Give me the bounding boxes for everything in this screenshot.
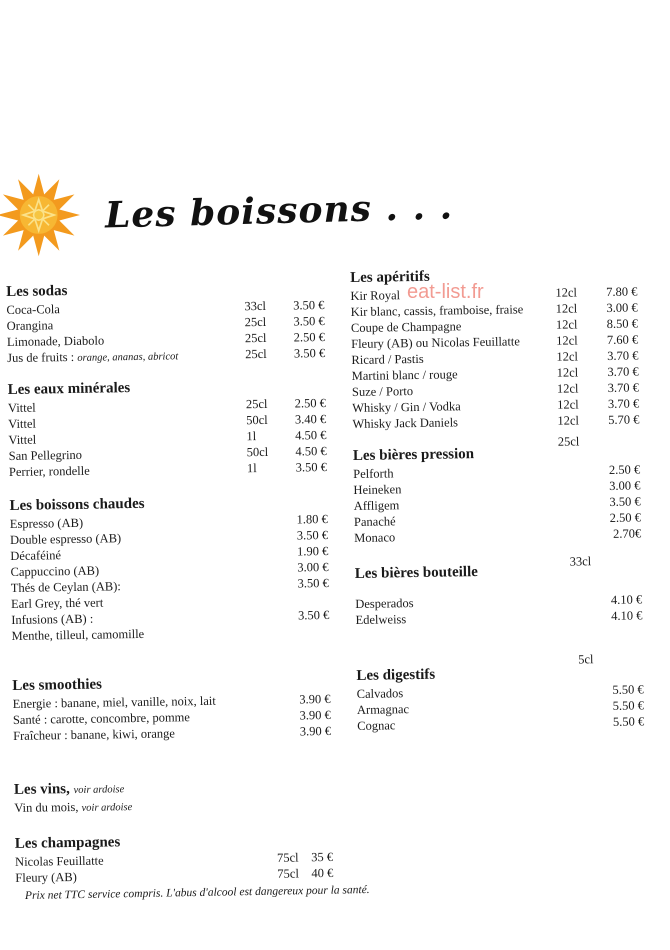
item-price: 3.70 €: [607, 364, 639, 379]
item-name: Coca-Cola: [6, 302, 61, 317]
item-qty: 75cl: [277, 866, 299, 881]
item-price: 3.70 €: [607, 396, 640, 411]
item-price: 3.50 €: [295, 459, 328, 475]
section-bieres-pression: [352, 434, 660, 546]
item-qty: 50cl: [246, 412, 268, 428]
item-price: 3.70 €: [607, 348, 639, 363]
item-price: 5.50 €: [612, 682, 644, 697]
item-qty: 12cl: [555, 301, 578, 316]
item-name: Double espresso (AB): [9, 531, 122, 547]
item-price: 3.50 €: [293, 314, 325, 329]
item-price: 7.60 €: [606, 332, 639, 347]
item-price: [287, 623, 329, 624]
item-qty: 12cl: [557, 413, 580, 428]
item-qty: 12cl: [555, 317, 578, 332]
item-price: 3.50 €: [293, 345, 326, 361]
item-price: 40 €: [311, 865, 334, 881]
item-qty: 25cl: [244, 314, 267, 330]
item-name: Orangina: [6, 318, 54, 333]
item-note: voir ardoise: [81, 802, 133, 814]
section-title: Les bières pression: [352, 446, 475, 464]
item-name: Ricard / Pastis: [351, 351, 424, 367]
item-price: 2.50 €: [293, 329, 326, 345]
item-name: Energie : banane, miel, vanille, noix, lait: [12, 693, 216, 711]
section-title: Les eaux minérales: [7, 380, 131, 398]
item-price: 3.90 €: [299, 691, 331, 707]
item-note: orange, ananas, abricot: [77, 351, 179, 364]
item-qty: 12cl: [556, 381, 579, 396]
item-price: [287, 591, 329, 592]
left-column: [6, 277, 349, 886]
item-name: Vittel: [7, 400, 36, 415]
item-price: 4.10 €: [611, 608, 643, 623]
section-qty: 25cl: [557, 434, 580, 449]
item-price: 3.00 €: [609, 478, 641, 493]
item-name: [14, 798, 132, 818]
item-name: Limonade, Diabolo: [6, 333, 105, 349]
section-digestifs: [356, 652, 662, 734]
section-qty: 33cl: [569, 554, 592, 569]
item-name: Martini blanc / rouge: [351, 367, 458, 383]
item-price: 5.50 €: [612, 698, 645, 713]
item-qty: 33cl: [244, 298, 267, 314]
menu-item: [355, 607, 660, 628]
section-smoothies: [12, 671, 347, 744]
item-qty: 12cl: [556, 349, 579, 364]
item-name: Fraîcheur : banane, kiwi, orange: [13, 726, 175, 743]
item-qty: 1l: [246, 429, 257, 444]
item-price: 8.50 €: [606, 316, 639, 331]
sun-logo-icon: [0, 170, 86, 260]
item-price: 3.40 €: [294, 411, 327, 427]
section-title: Les boissons chaudes: [9, 495, 145, 514]
menu-item: [357, 713, 662, 734]
item-name: Kir blanc, cassis, framboise, fraise: [350, 302, 524, 319]
item-price: 2.70€: [612, 526, 642, 541]
item-price: 3.50 €: [609, 494, 641, 509]
item-price: 5.70 €: [608, 412, 640, 427]
section-title: Les digestifs: [356, 666, 436, 684]
item-name: Calvados: [356, 686, 404, 701]
item-price: 3.00 €: [297, 559, 329, 575]
watermark: eat-list.fr: [407, 281, 484, 303]
section-sodas: [6, 277, 341, 366]
section-title-note: voir ardoise: [73, 784, 125, 797]
item-name: Earl Grey, thé vert: [10, 595, 104, 611]
item-price: 5.50 €: [612, 714, 645, 729]
section-chaudes: [9, 491, 345, 644]
item-name: Heineken: [353, 482, 402, 497]
item-name: Desperados: [355, 596, 414, 611]
section-bieres-bouteille: [354, 554, 661, 628]
item-name: Suze / Porto: [351, 384, 414, 399]
item-name: Santé : carotte, concombre, pomme: [12, 710, 190, 727]
item-name: Kir Royal: [350, 288, 401, 303]
item-name: Panaché: [353, 514, 396, 529]
item-name: Cappuccino (AB): [10, 563, 100, 579]
item-name: Affligem: [353, 498, 400, 513]
section-eaux: [8, 375, 344, 480]
item-qty: 12cl: [556, 333, 578, 348]
item-name: Infusions (AB) :: [11, 611, 94, 627]
item-name: Edelweiss: [355, 612, 407, 627]
item-price: 3.90 €: [299, 707, 331, 723]
item-price: 7.80 €: [606, 284, 638, 299]
item-price: 4.10 €: [610, 592, 643, 607]
section-title: Les smoothies: [12, 676, 103, 694]
section-vins: [14, 775, 349, 816]
section-champagnes: [15, 829, 350, 886]
footer-note: Prix net TTC service compris. L'abus d'alcool est dangereux pour la santé.: [24, 883, 370, 902]
item-name: Cognac: [357, 718, 396, 733]
item-price: 3.50 €: [297, 607, 330, 623]
item-qty: 12cl: [556, 365, 579, 380]
item-price: 3.50 €: [293, 298, 325, 313]
item-price: 4.50 €: [295, 427, 327, 443]
item-name: Monaco: [354, 530, 396, 545]
item-price: 2.50 €: [294, 395, 327, 411]
item-qty: 25cl: [245, 346, 267, 362]
item-price: 2.50 €: [608, 462, 641, 477]
item-name: Nicolas Feuillatte: [15, 853, 104, 869]
item-name: Thés de Ceylan (AB):: [10, 579, 121, 595]
item-qty: 50cl: [246, 444, 269, 460]
item-price: 2.50 €: [609, 510, 642, 525]
item-name: Perrier, rondelle: [8, 463, 90, 479]
item-qty: 12cl: [555, 285, 578, 300]
item-price: 3.50 €: [297, 575, 329, 591]
section-qty: 5cl: [578, 652, 594, 667]
item-qty: 12cl: [557, 397, 579, 412]
item-price: 35 €: [311, 849, 334, 865]
section-aperitifs: [350, 263, 658, 432]
menu-item: [352, 411, 657, 432]
item-name: Espresso (AB): [9, 515, 84, 531]
section-title: Les bières bouteille: [354, 564, 478, 582]
item-price: 3.00 €: [606, 300, 638, 315]
item-price: 3.90 €: [299, 723, 332, 739]
menu-item: [354, 525, 659, 546]
item-qty: 25cl: [244, 330, 267, 346]
item-name: San Pellegrino: [8, 447, 83, 463]
item-name: Fleury (AB): [15, 869, 77, 885]
item-name: [7, 347, 178, 368]
item-price: 3.70 €: [607, 380, 640, 395]
right-column: [350, 263, 662, 734]
item-price: 4.50 €: [295, 443, 327, 459]
section-title: Les sodas: [6, 283, 68, 300]
item-qty: 1l: [246, 461, 257, 476]
item-qty: 75cl: [276, 850, 299, 865]
page-title: Les boissons . . .: [104, 185, 454, 237]
section-title: Les champagnes: [14, 834, 121, 852]
section-title: Les apéritifs: [350, 268, 430, 286]
item-name: Whisky Jack Daniels: [352, 415, 459, 431]
item-name: Armagnac: [356, 702, 410, 717]
item-qty: 25cl: [245, 396, 268, 412]
item-name: Menthe, tilleul, camomille: [11, 626, 145, 643]
item-name-text: Jus de fruits :: [7, 349, 75, 365]
item-price: 1.90 €: [296, 543, 329, 559]
item-name: Vittel: [8, 432, 37, 447]
item-name-text: Vin du mois,: [14, 799, 79, 815]
item-name: Décaféiné: [10, 548, 62, 563]
item-name: Coupe de Champagne: [350, 319, 462, 335]
item-price: 3.50 €: [296, 527, 329, 543]
item-name: Whisky / Gin / Vodka: [352, 399, 461, 415]
item-price: 1.80 €: [296, 511, 328, 527]
section-title-text: Les vins,: [13, 781, 70, 798]
item-name: Fleury (AB) ou Nicolas Feuillatte: [351, 334, 521, 351]
item-name: Vittel: [8, 416, 37, 431]
item-name: Pelforth: [353, 466, 394, 481]
